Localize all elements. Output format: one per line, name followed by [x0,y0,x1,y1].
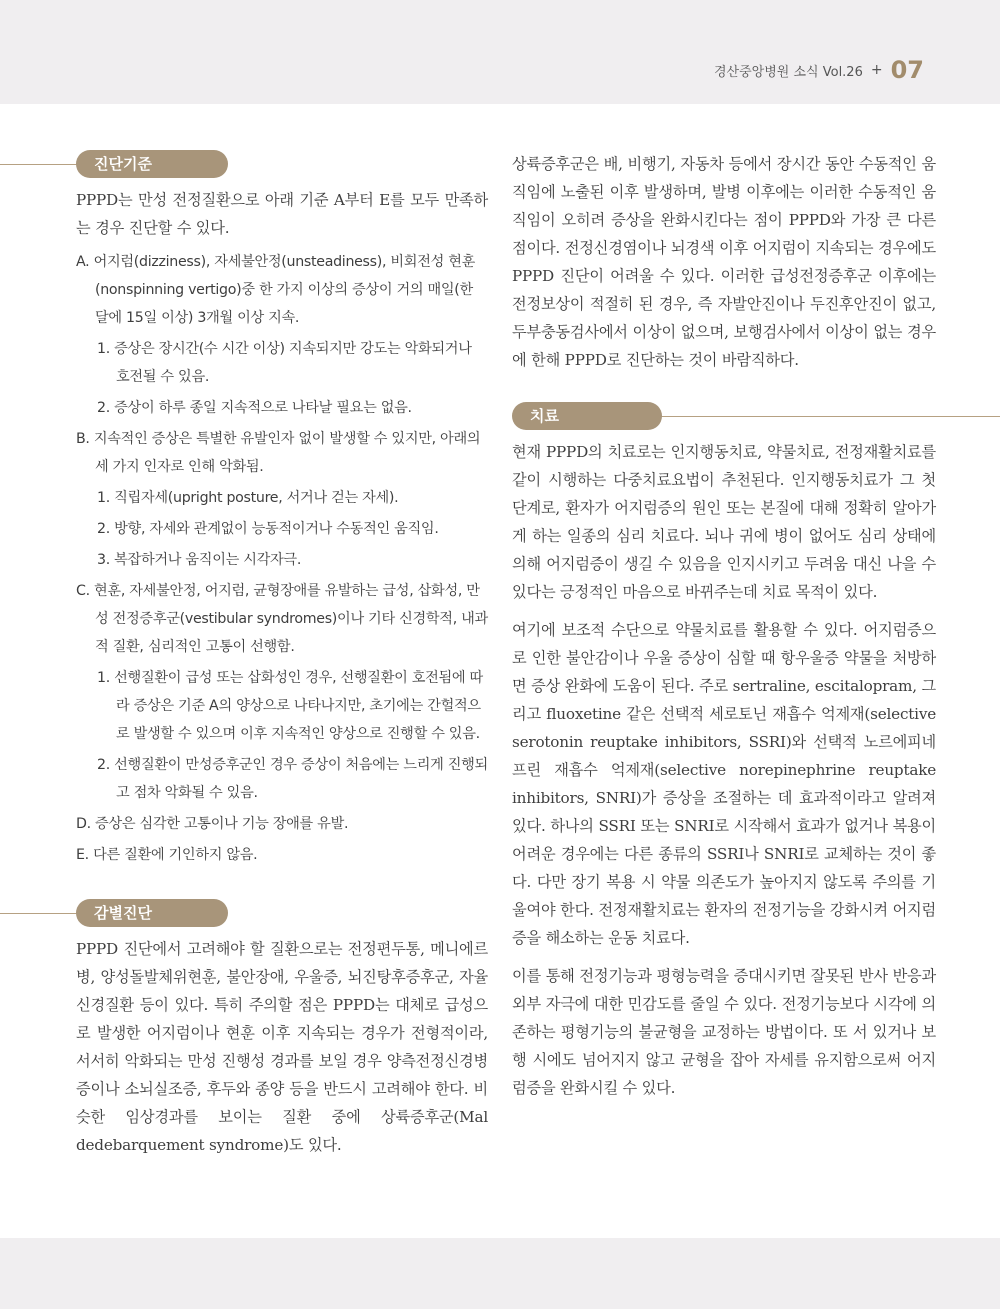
left-column [76,150,488,1159]
treatment-heading-label: 치료 [512,402,662,430]
criteria-item-c: C. 현훈, 자세불안정, 어지럼, 균형장애를 유발하는 급성, 삽화성, 만성 전정증후군(vestibular syndromes)이나 기타 신경학적, 내과적 질환, 심리적인 고통이 선행함. [76,583,488,655]
criteria-item-c2: 2. 선행질환이 만성증후군인 경우 증상이 처음에는 느리게 진행되고 점차 악화될 수 있음. [97,757,488,801]
running-head [714,52,924,88]
criteria-item-b: B. 지속적인 증상은 특별한 유발인자 없이 발생할 수 있지만, 아래의 세 가지 인자로 인해 악화됨. [76,431,481,475]
page-number: 07 [890,56,924,84]
criteria-item-a: A. 어지럼(dizziness), 자세불안정(unsteadiness), 비회전성 현훈(nonspinning vertigo)중 한 가지 이상의 증상이 거의 매일(한 달에 15일 이상) 3개월 이상 지속. [76,254,476,326]
right-column [512,150,936,1102]
criteria-item-a2: 2. 증상이 하루 종일 지속적으로 나타날 필요는 없음. [97,400,412,416]
differential-text: PPPD 진단에서 고려해야 할 질환으로는 전정편두통, 메니에르병, 양성돌발체위현훈, 불안장애, 우울증, 뇌진탕후증후군, 자율신경질환 등이 있다. 특히 주의할 점은 PPPD는 대체로 급성으로 발생한 어지럼이나 현훈 이후 지속되는 경우가 전형적이라, 서서히 악화되는 만성 진행성 경과를 보일 경우 양측전정신경병증이나 소뇌실조증, 후두와 종양 등을 반드시 고려해야 한다. 비슷한 임상경과를 보이는 질환 중에 상륙증후군(Mal dedebarquement syndrome)도 있다. [76,940,488,1154]
heading-rule [652,416,1000,417]
criteria-item-c1: 1. 선행질환이 급성 또는 삽화성인 경우, 선행질환이 호전됨에 따라 증상은 기준 A의 양상으로 나타나지만, 초기에는 간헐적으로 발생할 수 있으며 이후 지속적인 양상으로 진행할 수 있음. [97,670,483,742]
criteria-item-b2: 2. 방향, 자세와 관계없이 능동적이거나 수동적인 움직임. [97,521,439,537]
footer-band [0,1238,1000,1309]
criteria-item-b3: 3. 복잡하거나 움직이는 시각자극. [97,552,302,568]
publication-title: 경산중앙병원 소식 Vol.26 [714,64,863,80]
criteria-intro: PPPD는 만성 전정질환으로 아래 기준 A부터 E를 모두 만족하는 경우 진단할 수 있다. [76,191,488,237]
treatment-paragraph-3: 이를 통해 전정기능과 평형능력을 증대시키면 잘못된 반사 반응과 외부 자극에 대한 민감도를 줄일 수 있다. 전정기능보다 시각에 의존하는 평형기능의 불균형을 교정하는 방법이다. 또 서 있거나 보행 시에도 넘어지지 않고 균형을 잡아 자세를 유지함으로써 어지럼증을 완화시킬 수 있다. [512,967,936,1097]
differential-heading-label: 감별진단 [76,899,228,927]
treatment-paragraph-2: 여기에 보조적 수단으로 약물치료를 활용할 수 있다. 어지럼증으로 인한 불안감이나 우울 증상이 심할 때 항우울증 약물을 처방하면 증상 완화에 도움이 된다. 주로 sertraline, escitalopram, 그리고 fluoxetine 같은 선택적 세로토닌 재흡수 억제재(selective serotonin reuptake inhibitors, SSRI)와 선택적 노르에피네프린 재흡수 억제재(selective norepinephrine reuptake inhibitors, SNRI)가 증상을 조절하는 데 효과적이라고 알려져 있다. 하나의 SSRI 또는 SNRI로 시작해서 효과가 없거나 복용이 어려운 경우에는 다른 종류의 SSRI나 SNRI로 교체하는 것이 좋다. 다만 장기 복용 시 약물 의존도가 높아지지 않도록 주의를 기울여야 한다. 전정재활치료는 환자의 전정기능을 강화시켜 어지럼증을 해소하는 운동 치료다. [512,621,936,947]
treatment-paragraph-1: 현재 PPPD의 치료로는 인지행동치료, 약물치료, 전정재활치료를 같이 시행하는 다중치료요법이 추천된다. 인지행동치료가 그 첫 단계로, 환자가 어지럼증의 원인 또는 본질에 대해 정확히 알아가게 하는 일종의 심리 치료다. 뇌나 귀에 병이 없어도 심리 상태에 의해 어지럼증이 생길 수 있음을 인지시키고 두려움 대신 나을 수 있다는 긍정적인 마음으로 바뀌주는데 치료 목적이 있다. [512,443,936,601]
criteria-heading [76,150,488,180]
continued-text: 상륙증후군은 배, 비행기, 자동차 등에서 장시간 동안 수동적인 움직임에 노출된 이후 발생하며, 발병 이후에는 이러한 수동적인 움직임이 오히려 증상을 완화시킨다는 점이 PPPD와 가장 큰 다른 점이다. 전정신경염이나 뇌경색 이후 어지럼이 지속되는 경우에도 PPPD 진단이 어려울 수 있다. 이러한 급성전정증후군 이후에는 전정보상이 적절히 된 경우, 즉 자발안진이나 두진후안진이 없고, 두부충동검사에서 이상이 없으며, 보행검사에서 이상이 없는 경우에 한해 PPPD로 진단하는 것이 바람직하다. [512,155,936,369]
treatment-heading [512,402,936,432]
criteria-item-d: D. 증상은 심각한 고통이나 기능 장애를 유발. [76,816,349,832]
criteria-heading-label: 진단기준 [76,150,228,178]
criteria-item-a1: 1. 증상은 장시간(수 시간 이상) 지속되지만 강도는 악화되거나 호전될 수 있음. [97,341,472,385]
header-separator: + [870,62,883,78]
differential-heading [76,899,488,929]
criteria-item-b1: 1. 직립자세(upright posture, 서거나 걷는 자세). [97,490,399,506]
criteria-item-e: E. 다른 질환에 기인하지 않음. [76,847,258,863]
